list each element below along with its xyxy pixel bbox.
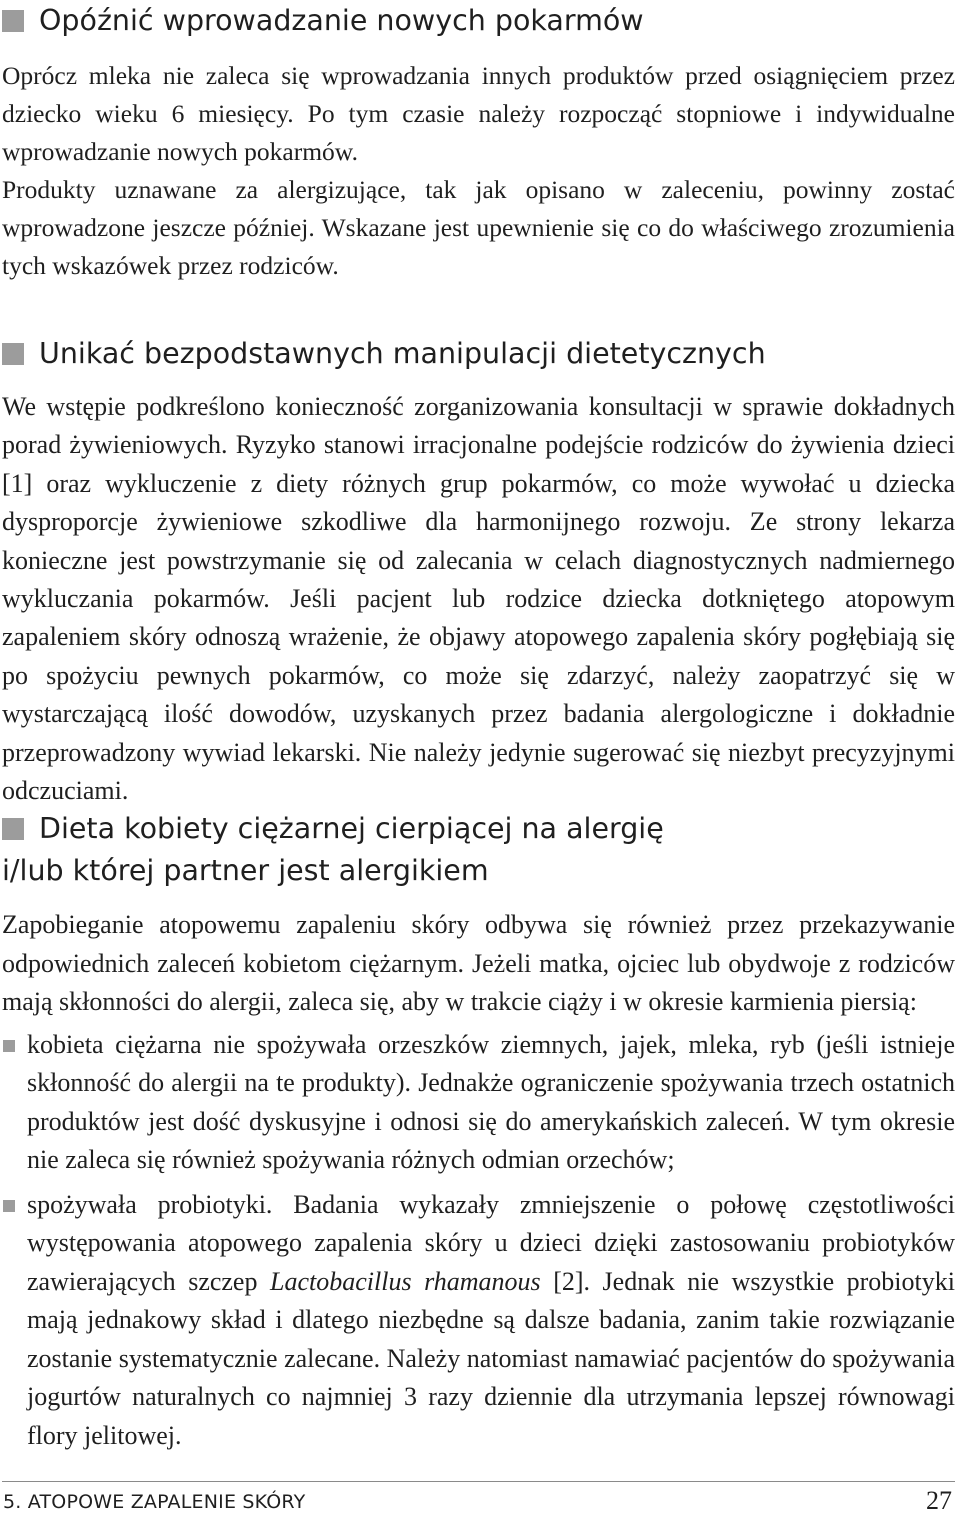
bullet-list [2,1026,955,1456]
section-heading-text: i/lub której partner jest alergikiem [2,854,489,887]
square-bullet-icon [2,10,24,32]
paragraph: We wstępie podkreślono konieczność zorganizowania konsultacji w sprawie dokładnych porad żywieniowych. Ryzyko stanowi irracjonalne podejście rodziców do żywienia dzieci [1] oraz wykluczenie z diety różnych grup pokarmów, co może wywołać u dziecka dysproporcje żywieniowe szkodliwe dla harmonijnego rozwoju. Ze strony lekarza konieczne jest powstrzymanie się od zalecania w celach diagnostycznych nadmiernego wykluczania pokarmów. Jeśli pacjent lub rodzice dziecka dotkniętego atopowym zapaleniem skóry odnoszą wrażenie, że objawy atopowego zapalenia skóry pogłębiają się po spożyciu pewnych pokarmów, co może się zdarzyć, należy zaopatrzyć się w wystarczającą ilość dowodów, uzyskanych przez badania alergologiczne i dokładnie przeprowadzony wywiad lekarski. Nie należy jedynie sugerować się niezbyt precyzyjnymi odczuciami. [2,392,955,806]
section-heading-text: Unikać bezpodstawnych manipulacji dietetycznych [39,337,766,370]
square-bullet-icon [3,1040,15,1052]
list-item [2,1026,955,1180]
footer-divider [2,1481,955,1482]
list-item-text: spożywała probiotyki. Badania wykazały zmniejszenie o połowę częstotliwości występowania atopowego zapalenia skóry u dzieci dzięki zastosowaniu probiotyków zawierających szczep [27,1189,955,1296]
list-item-text: [2]. Jednak nie wszystkie probiotyki mają jednakowy skład i dlatego niezbędne są dalsze badania, zanim takie rozwiązanie zostanie systematycznie zalecane. Należy natomiast namawiać pacjentów do spożywania jogurtów naturalnych co najmniej 3 razy dziennie dla utrzymania lepszej równowagi flory jelitowej. [27,1266,955,1450]
section-avoid-diet-manipulation [2,333,955,810]
section-heading [2,0,955,42]
square-bullet-icon [2,343,24,365]
page-number: 27 [926,1486,952,1515]
list-item [2,1186,955,1456]
paragraph: Oprócz mleka nie zaleca się wprowadzania innych produktów przed osiągnięciem przez dziecko wieku 6 miesięcy. Po tym czasie należy rozpocząć stopniowe i indywidualne wprowadzanie nowych pokarmów. [2,61,955,166]
paragraph: Produkty uznawane za alergizujące, tak jak opisano w zaleceniu, powinny zostać wprowadzone jeszcze później. Wskazane jest upewnienie się co do właściwego zrozumienia tych wskazówek przez rodziców. [2,175,955,280]
section-heading-text: Opóźnić wprowadzanie nowych pokarmów [39,4,644,37]
section-delay-new-foods [2,0,955,285]
footer-chapter-title: 5. ATOPOWE ZAPALENIE SKÓRY [3,1491,306,1513]
square-bullet-icon [2,818,24,840]
list-item-text: kobieta ciężarna nie spożywała orzeszków ziemnych, jajek, mleka, ryb (jeśli istnieje skłonność do alergii na te produkty). Jednakże ograniczenie spożywania trzech ostatnich produktów jest dość dyskusyjne i odnosi się do amerykańskich zaleceń. W tym okresie nie zaleca się również spożywania różnych odmian orzechów; [27,1029,955,1174]
paragraph: Zapobieganie atopowemu zapaleniu skóry odbywa się również przez przekazywanie odpowiednich zaleceń kobietom ciężarnym. Jeżeli matka, ojciec lub obydwoje z rodziców mają skłonności do alergii, zaleca się, aby w trakcie ciąży i w okresie karmienia piersią: [2,910,955,1016]
square-bullet-icon [3,1200,15,1212]
section-pregnant-diet [2,808,955,1455]
section-heading [2,333,955,375]
species-name: Lactobacillus rhamanous [270,1266,541,1296]
section-heading-text: Dieta kobiety ciężarnej cierpiącej na alergię [39,812,664,845]
section-heading [2,808,955,850]
section-heading-line2 [2,850,955,892]
